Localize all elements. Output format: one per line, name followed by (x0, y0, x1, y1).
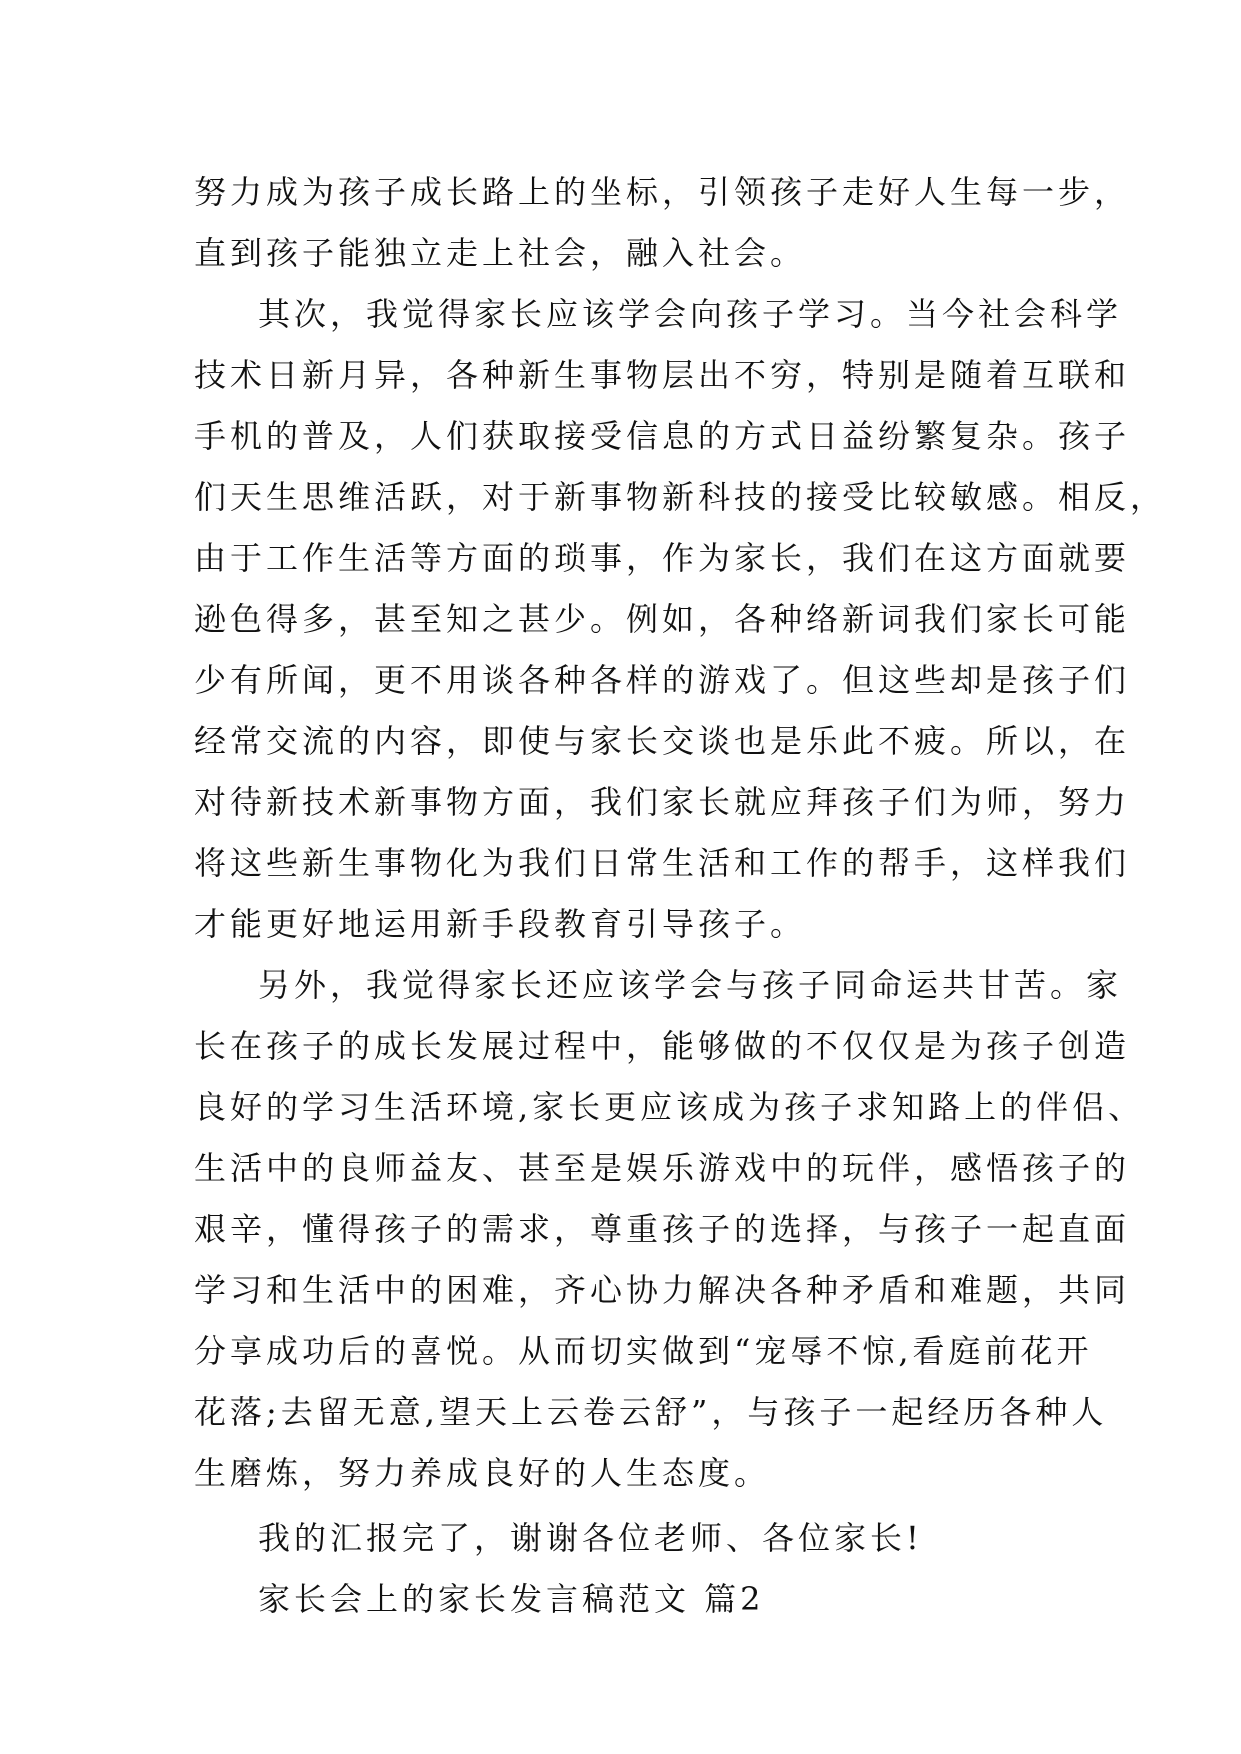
text-line: 才能更好地运用新手段教育引导孩子。 (194, 905, 807, 943)
text-line: 努力成为孩子成长路上的坐标，引领孩子走好人生每一步， (194, 173, 1131, 211)
text-line: 生活中的良师益友、甚至是娱乐游戏中的玩伴，感悟孩子的 (194, 1149, 1131, 1187)
section-title: 家长会上的家长发言稿范文 篇2 (258, 1580, 765, 1618)
text-line: 分享成功后的喜悦。从而切实做到“宠辱不惊,看庭前花开 (194, 1332, 1093, 1370)
text-line: 其次，我觉得家长应该学会向孩子学习。当今社会科学 (258, 295, 1123, 333)
text-line: 直到孩子能独立走上社会，融入社会。 (194, 234, 807, 272)
text-line: 对待新技术新事物方面，我们家长就应拜孩子们为师，努力 (194, 783, 1131, 821)
paragraph-learn-from-children (194, 284, 1167, 955)
text-line: 们天生思维活跃，对于新事物新科技的接受比较敏感。相反， (194, 478, 1167, 516)
paragraph-share-hardships (194, 955, 1145, 1504)
text-line: 手机的普及，人们获取接受信息的方式日益纷繁复杂。孩子 (194, 417, 1131, 455)
text-line: 将这些新生事物化为我们日常生活和工作的帮手，这样我们 (194, 844, 1131, 882)
text-line: 技术日新月异，各种新生事物层出不穷，特别是随着互联和 (194, 356, 1131, 394)
text-line: 由于工作生活等方面的琐事，作为家长，我们在这方面就要 (194, 539, 1131, 577)
text-line: 长在孩子的成长发展过程中，能够做的不仅仅是为孩子创造 (194, 1027, 1131, 1065)
text-line: 逊色得多，甚至知之甚少。例如，各种络新词我们家长可能 (194, 600, 1131, 638)
text-line: 生磨炼，努力养成良好的人生态度。 (194, 1454, 771, 1492)
text-line: 另外，我觉得家长还应该学会与孩子同命运共甘苦。家 (258, 966, 1123, 1004)
paragraph-continuation (194, 162, 1131, 284)
text-line: 少有所闻，更不用谈各种各样的游戏了。但这些却是孩子们 (194, 661, 1131, 699)
closing-remark: 我的汇报完了，谢谢各位老师、各位家长! (258, 1519, 923, 1557)
text-line: 花落;去留无意,望天上云卷云舒”，与孩子一起经历各种人 (194, 1393, 1108, 1431)
text-line: 艰辛，懂得孩子的需求，尊重孩子的选择，与孩子一起直面 (194, 1210, 1131, 1248)
text-line: 经常交流的内容，即使与家长交谈也是乐此不疲。所以，在 (194, 722, 1131, 760)
text-line: 学习和生活中的困难，齐心协力解决各种矛盾和难题，共同 (194, 1271, 1131, 1309)
text-line: 良好的学习生活环境,家长更应该成为孩子求知路上的伴侣、 (194, 1088, 1145, 1126)
document-body (194, 162, 1167, 1630)
